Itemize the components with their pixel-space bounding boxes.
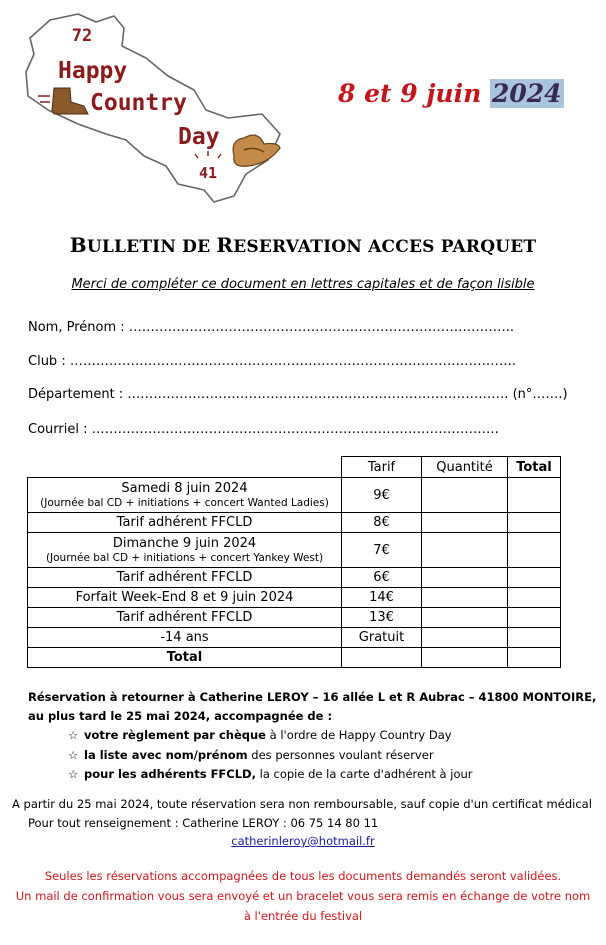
table-row	[28, 628, 561, 648]
row-price: Gratuit	[342, 628, 422, 648]
club-field[interactable]: Club : ………………………………………………………………………………………….	[28, 354, 516, 369]
row-price: 14€	[342, 588, 422, 608]
logo-word-day: Day	[178, 124, 220, 150]
reservation-line-2: au plus tard le 25 mai 2024, accompagnée de :	[28, 709, 333, 723]
list-item: ☆ votre règlement par chèque à l'ordre de Happy Country Day	[68, 726, 473, 746]
star-outline-icon: ☆	[68, 728, 79, 742]
quantity-cell[interactable]	[422, 478, 508, 513]
row-sub: (Journée bal CD + initiations + concert Yankey West)	[45, 552, 324, 564]
page-subtitle: Merci de compléter ce document en lettres capitales et de façon lisible	[71, 277, 535, 292]
total-cell[interactable]	[508, 533, 561, 568]
reservation-instructions	[28, 688, 596, 726]
logo-number-top: 72	[71, 26, 93, 46]
table-row	[28, 568, 561, 588]
table-row	[28, 533, 561, 568]
row-label: Tarif adhérent FFCLD	[28, 513, 342, 533]
row-label: Forfait Week-End 8 et 9 juin 2024	[28, 588, 342, 608]
total-cell[interactable]	[508, 568, 561, 588]
total-cell[interactable]	[508, 513, 561, 533]
row-price: 7€	[342, 533, 422, 568]
quantity-cell[interactable]	[422, 533, 508, 568]
logo-number-bottom: 41	[198, 164, 218, 182]
table-row	[28, 608, 561, 628]
row-price: 9€	[342, 478, 422, 513]
table-header-row	[28, 457, 561, 478]
row-label: Tarif adhérent FFCLD	[28, 608, 342, 628]
row-label: -14 ans	[28, 628, 342, 648]
row-sub: (Journée bal CD + initiations + concert Wanted Ladies)	[40, 497, 329, 509]
logo-word-happy: Happy	[58, 58, 128, 84]
validation-warning: Seules les réservations accompagnées de tous les documents demandés seront validées. Un mail de confirmation vous sera envoyé et un bracelet vous sera remis en échange de votre nom à l'entrée du festival	[15, 869, 591, 923]
contact-text: Pour tout renseignement : Catherine LEROY : 06 75 14 80 11	[28, 816, 379, 830]
quantity-cell[interactable]	[422, 588, 508, 608]
name-field[interactable]: Nom, Prénom : ……………………………………………………………………………..	[28, 320, 515, 335]
happy-country-day-logo	[18, 6, 318, 206]
department-field[interactable]: Département : ……………………………………………………………………………. (n°…….)	[28, 387, 568, 402]
header-total: Total	[508, 457, 561, 478]
header-tarif: Tarif	[342, 457, 422, 478]
star-outline-icon: ☆	[68, 767, 79, 781]
total-label: Total	[28, 648, 342, 668]
event-dates	[338, 79, 564, 108]
star-outline-icon: ☆	[68, 747, 79, 762]
total-cell[interactable]	[508, 588, 561, 608]
email-field[interactable]: Courriel : ………………………………………………………………………………….	[28, 422, 499, 437]
refund-text: A partir du 25 mai 2024, toute réservation sera non remboursable, sauf copie d'un certificat médical	[12, 797, 592, 811]
row-label: Tarif adhérent FFCLD	[28, 568, 342, 588]
row-price: 6€	[342, 568, 422, 588]
list-item: ☆ pour les adhérents FFCLD, la copie de la carte d'adhérent à jour	[68, 765, 473, 785]
grand-total-cell[interactable]	[508, 648, 561, 668]
quantity-cell[interactable]	[422, 608, 508, 628]
logo-word-country: Country	[90, 90, 187, 116]
event-year: 2024	[491, 79, 562, 108]
contact-email-link[interactable]: catherinleroy@hotmail.fr	[231, 834, 375, 848]
list-item: ☆ la liste avec nom/prénom des personnes voulant réserver	[68, 746, 473, 766]
quantity-cell[interactable]	[422, 568, 508, 588]
row-price: 8€	[342, 513, 422, 533]
refund-note	[12, 795, 592, 833]
row-price: 13€	[342, 608, 422, 628]
total-cell[interactable]	[508, 628, 561, 648]
total-cell[interactable]	[508, 478, 561, 513]
row-label: Dimanche 9 juin 2024	[112, 536, 257, 551]
quantity-cell[interactable]	[422, 628, 508, 648]
requirements-list	[68, 726, 473, 785]
total-cell[interactable]	[508, 608, 561, 628]
table-row	[28, 478, 561, 513]
page-title: BULLETIN DE RESERVATION ACCES PARQUET	[69, 233, 537, 257]
reservation-line-1: Réservation à retourner à Catherine LEROY – 16 allée L et R Aubrac – 41800 MONTOIRE,	[28, 690, 597, 704]
table-total-row	[28, 648, 561, 668]
row-label: Samedi 8 juin 2024	[121, 481, 248, 496]
pricing-table	[27, 456, 561, 668]
table-row	[28, 588, 561, 608]
event-dates-prefix: 8 et 9 juin	[338, 79, 490, 108]
header-quantite: Quantité	[422, 457, 508, 478]
quantity-cell[interactable]	[422, 513, 508, 533]
table-row	[28, 513, 561, 533]
